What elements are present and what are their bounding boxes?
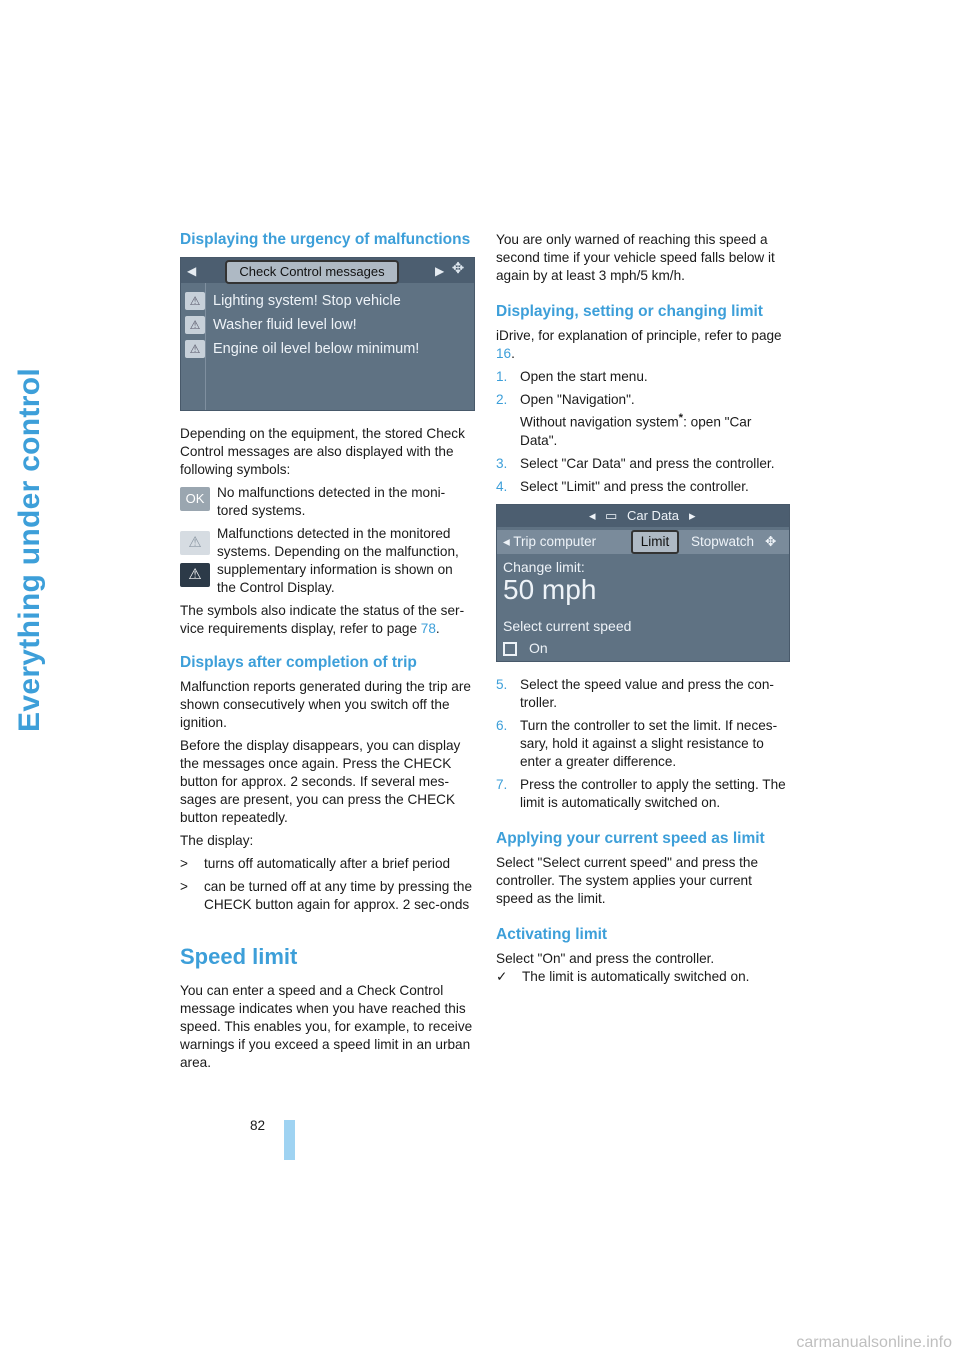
page-link-78[interactable]: 78 bbox=[420, 621, 436, 636]
list-item: 3. Select "Car Data" and press the controller. bbox=[496, 455, 775, 471]
warning-triangle-icon: ⚠ bbox=[185, 292, 205, 310]
chapter-title: Everything under control bbox=[13, 368, 46, 732]
list-item: 6. Turn the controller to set the limit. If neces-sary, hold it against a slight resistance to enter a greater difference. bbox=[496, 717, 778, 769]
paragraph-apply: Select "Select current speed" and press the controller. The system applies your current speed as the limit. bbox=[496, 854, 759, 906]
list-item: > turns off automatically after a brief period bbox=[180, 856, 451, 871]
warning-symbol-text: Malfunctions detected in the monitored systems. Depending on the malfunction, supplementary information is shown on the Control Display. bbox=[217, 526, 459, 595]
message-row: ⚠ Lighting system! Stop vehicle bbox=[185, 290, 401, 312]
symbol-row-ok bbox=[180, 484, 475, 520]
steps-list-b bbox=[496, 676, 792, 812]
paragraph-reports: Malfunction reports generated during the trip are shown consecutively when you switch off the ignition. bbox=[180, 679, 471, 730]
screen-title: Car Data bbox=[627, 507, 680, 523]
end-checkmark-icon: ✓ bbox=[496, 968, 508, 984]
page-marker-bar bbox=[284, 1120, 295, 1160]
tab-limit: Limit bbox=[631, 530, 679, 554]
heading-activate: Activating limit bbox=[496, 925, 608, 943]
heading-apply-speed: Applying your current speed as limit bbox=[496, 829, 765, 847]
car-data-screen bbox=[496, 504, 790, 662]
list-item: 7. Press the controller to apply the setting. The limit is automatically switched on. bbox=[496, 776, 786, 810]
check-control-tab: Check Control messages bbox=[225, 260, 399, 284]
car-data-icon: ▭ bbox=[605, 507, 618, 523]
arrow-left-icon: ◀ bbox=[187, 264, 197, 278]
paragraph-display: The display: bbox=[180, 833, 254, 848]
list-item: 2. Open "Navigation". Without navigation system*: open "Car Data". bbox=[496, 392, 752, 448]
controller-icon: ✥ bbox=[451, 260, 465, 277]
list-item: 5. Select the speed value and press the con-troller. bbox=[496, 676, 774, 710]
check-control-screen bbox=[180, 257, 475, 411]
message-row: ⚠ Washer fluid level low! bbox=[185, 314, 357, 336]
speed-value: 50 mph bbox=[503, 573, 597, 605]
paragraph-before: Before the display disappears, you can display the messages once again. Press the CHECK button for approx. 2 seconds. If several mes-sages are present, you can press the CHECK button repeatedly. bbox=[180, 738, 461, 825]
warning-triangle-icon: ⚠ bbox=[185, 316, 205, 334]
arrow-right-icon: ▸ bbox=[689, 507, 696, 523]
paragraph-symbols: Depending on the equipment, the stored Check Control messages are also displayed with the following symbols: bbox=[180, 426, 465, 477]
screen-topbar bbox=[497, 505, 789, 527]
steps-list-a bbox=[496, 368, 792, 496]
bullet-list bbox=[180, 855, 475, 914]
ok-symbol-icon: OK bbox=[180, 487, 210, 511]
arrow-right-icon: ▶ bbox=[435, 264, 445, 278]
heading-urgency: Displaying the urgency of malfunctions bbox=[180, 231, 471, 248]
tab-stopwatch: Stopwatch bbox=[691, 533, 755, 549]
paragraph-speed: You can enter a speed and a Check Control message indicates when you have reached this speed. This enables you, for example, to receive warnings if you exceed a speed limit in an urban area. bbox=[180, 983, 473, 1070]
page-number: 82 bbox=[250, 1118, 266, 1133]
change-limit-label: Change limit: bbox=[503, 558, 585, 575]
paragraph-activate: Select "On" and press the controller. bbox=[496, 950, 715, 966]
heading-speed-limit: Speed limit bbox=[180, 944, 298, 969]
ok-symbol-text: No malfunctions detected in the moni-tored systems. bbox=[217, 485, 446, 518]
on-option: On bbox=[503, 639, 548, 657]
controller-icon: ✥ bbox=[765, 533, 777, 549]
paragraph-status: The symbols also indicate the status of the ser-vice requirements display, refer to page 78. bbox=[180, 603, 465, 636]
checkbox-icon bbox=[503, 642, 517, 656]
heading-setting-limit: Displaying, setting or changing limit bbox=[496, 303, 763, 320]
list-item: 1. Open the start menu. bbox=[496, 369, 648, 384]
page-link-16[interactable]: 16 bbox=[496, 346, 512, 361]
warning-light-icon: ⚠ bbox=[180, 531, 210, 555]
message-row: ⚠ Engine oil level below minimum! bbox=[185, 338, 419, 360]
symbol-row-warning bbox=[180, 525, 475, 597]
paragraph-activate-2: ✓ The limit is automatically switched on. bbox=[496, 968, 750, 984]
tab-bar bbox=[497, 530, 789, 554]
chapter-side-tab bbox=[8, 230, 52, 870]
tab-trip-computer: ◂ Trip computer bbox=[503, 533, 597, 549]
list-item: 4. Select "Limit" and press the controller. bbox=[496, 478, 749, 494]
right-column bbox=[496, 231, 792, 991]
left-column bbox=[180, 231, 475, 1077]
warning-triangle-icon: ⚠ bbox=[185, 340, 205, 358]
select-current-speed-label: Select current speed bbox=[503, 617, 632, 634]
watermark: carmanualsonline.info bbox=[796, 1334, 952, 1351]
paragraph-idrive: iDrive, for explanation of principle, refer to page 16. bbox=[496, 328, 782, 361]
warning-dark-icon: ⚠ bbox=[180, 563, 210, 587]
list-item: > can be turned off at any time by pressing the CHECK button again for approx. 2 sec-onds bbox=[180, 879, 473, 912]
arrow-left-icon: ◂ bbox=[589, 507, 596, 523]
paragraph-warned: You are only warned of reaching this speed a second time if your vehicle speed falls below it again by at least 3 mph/5 km/h. bbox=[496, 232, 775, 283]
heading-after-trip: Displays after completion of trip bbox=[180, 654, 417, 671]
